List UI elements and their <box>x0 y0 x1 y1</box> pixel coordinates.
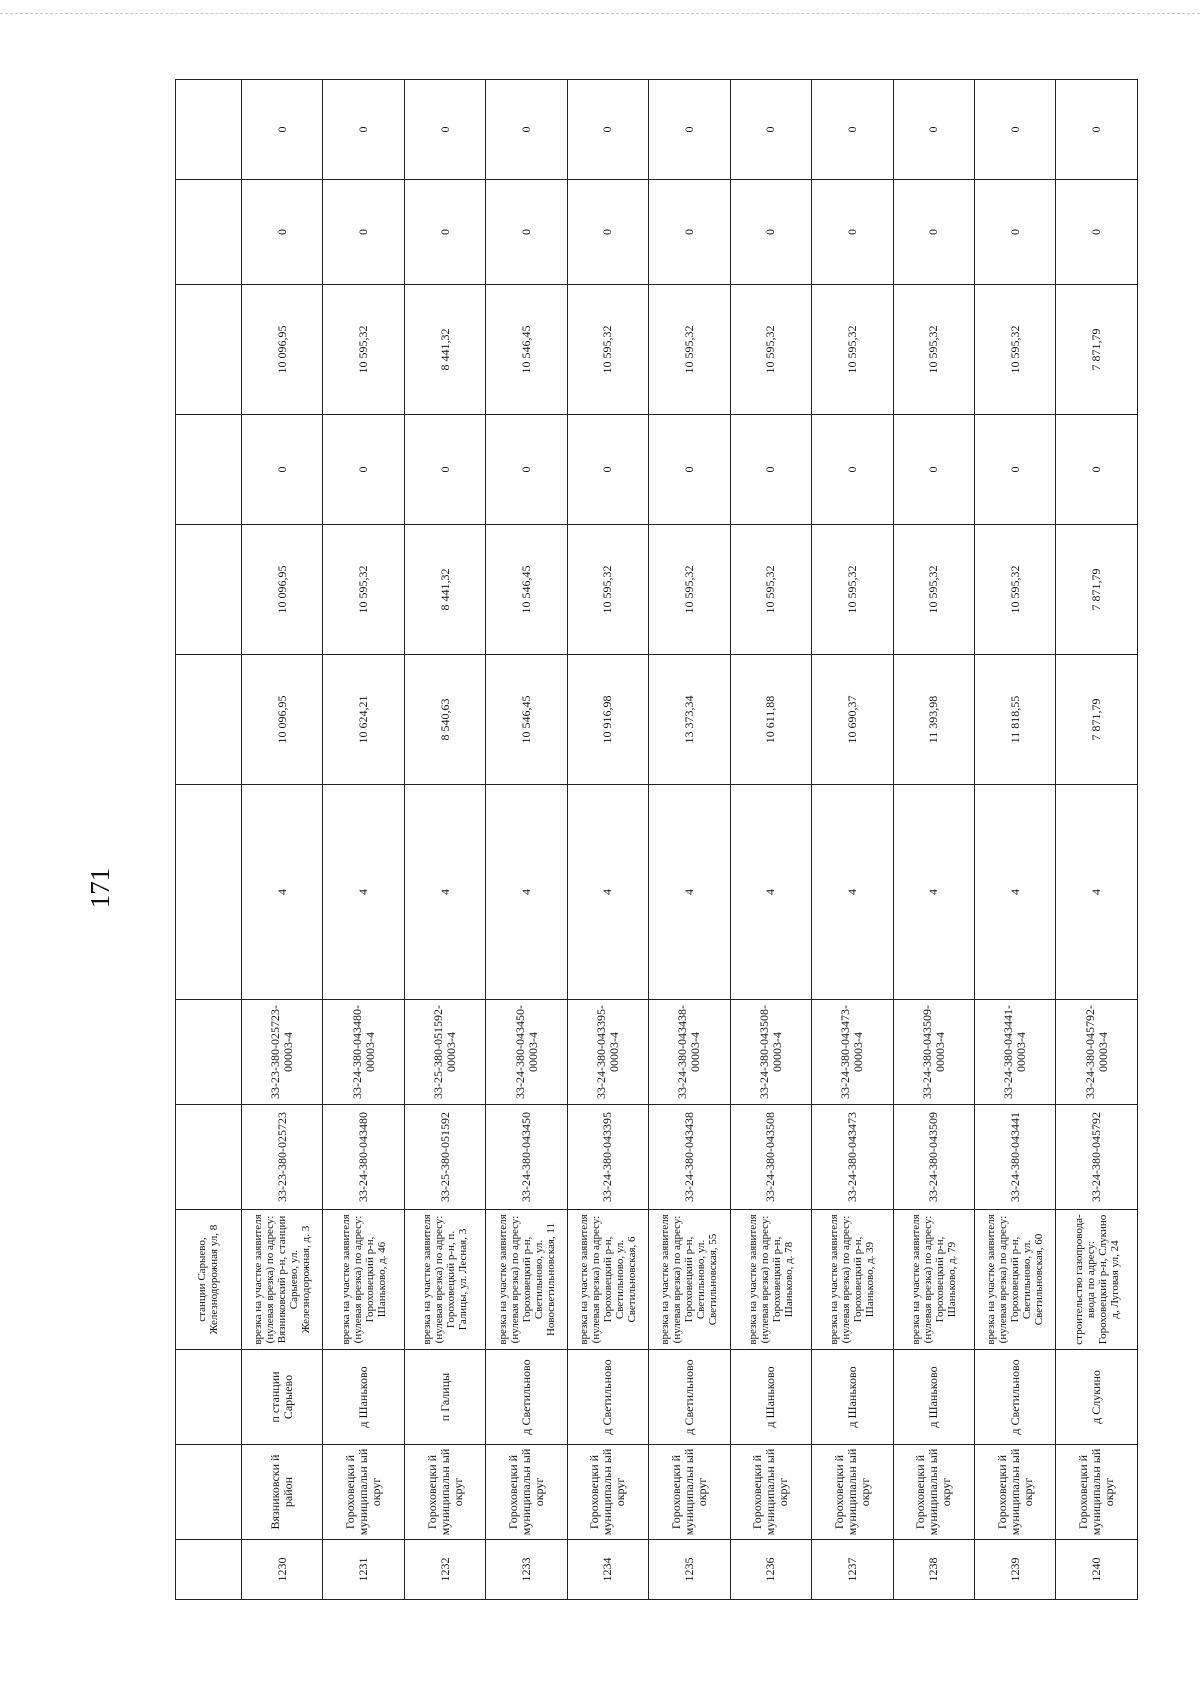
cell-row-number: 1233 <box>486 1540 567 1600</box>
cell-category: 4 <box>730 785 811 1000</box>
cell-value-5: 0 <box>404 180 485 285</box>
cell-value-6: 0 <box>975 80 1056 180</box>
cell-value-4: 10 595,32 <box>812 285 893 415</box>
cell-value-1: 13 373,34 <box>649 655 730 785</box>
cell-address: врезка на участке заявителя (нулевая врезка) по адресу: Гороховецкий р-н, Шаньково, д. 46 <box>323 1210 404 1350</box>
cell-empty <box>176 180 242 285</box>
cell-value-1: 7 871,79 <box>1056 655 1138 785</box>
cell-empty <box>176 80 242 180</box>
cell-locality: д Светильново <box>649 1350 730 1445</box>
cell-locality: д Шаньково <box>730 1350 811 1445</box>
gas-connection-table <box>175 79 1138 1600</box>
table-row <box>649 80 730 1600</box>
cell-value-1: 10 546,45 <box>486 655 567 785</box>
cell-code-full: 33-24-380-043441-00003-4 <box>975 1000 1056 1105</box>
cell-category: 4 <box>893 785 974 1000</box>
cell-district: Гороховецки й муниципальн ый округ <box>1056 1445 1138 1540</box>
cell-code-full: 33-25-380-051592-00003-4 <box>404 1000 485 1105</box>
cell-value-6: 0 <box>241 80 322 180</box>
cell-address: врезка на участке заявителя (нулевая врезка) по адресу: Гороховецкий р-н, Светильново, ул. Новосветильновская, 11 <box>486 1210 567 1350</box>
cell-row-number: 1239 <box>975 1540 1056 1600</box>
cell-category: 4 <box>812 785 893 1000</box>
table-row <box>404 80 485 1600</box>
cell-code-full: 33-24-380-043509-00003-4 <box>893 1000 974 1105</box>
cell-locality: д Шаньково <box>893 1350 974 1445</box>
cell-locality: п Галицы <box>404 1350 485 1445</box>
cell-address: строительство газопровода-ввода по адресу: Гороховецкий р-н, Слукино д, Луговая ул, 24 <box>1056 1210 1138 1350</box>
table-wrapper <box>175 80 1138 1600</box>
table-row <box>241 80 322 1600</box>
cell-value-1: 11 393,98 <box>893 655 974 785</box>
cell-value-3: 0 <box>567 415 648 525</box>
cell-category: 4 <box>323 785 404 1000</box>
cell-empty <box>176 285 242 415</box>
table-row <box>812 80 893 1600</box>
cell-empty <box>176 1000 242 1105</box>
cell-code-short: 33-24-380-043438 <box>649 1105 730 1210</box>
cell-value-4: 10 595,32 <box>893 285 974 415</box>
cell-row-number: 1234 <box>567 1540 648 1600</box>
cell-value-1: 11 818,55 <box>975 655 1056 785</box>
cell-row-number: 1237 <box>812 1540 893 1600</box>
cell-value-4: 10 595,32 <box>323 285 404 415</box>
cell-category: 4 <box>567 785 648 1000</box>
cell-value-3: 0 <box>812 415 893 525</box>
cell-row-number: 1231 <box>323 1540 404 1600</box>
cell-category: 4 <box>975 785 1056 1000</box>
cell-district: Гороховецки й муниципальн ый округ <box>893 1445 974 1540</box>
cell-row-number: 1235 <box>649 1540 730 1600</box>
cell-address: врезка на участке заявителя (нулевая врезка) по адресу: Гороховецкий р-н, п. Галицы, ул. Лесная, 3 <box>404 1210 485 1350</box>
cell-value-1: 10 096,95 <box>241 655 322 785</box>
cell-value-2: 10 595,32 <box>893 525 974 655</box>
cell-value-6: 0 <box>649 80 730 180</box>
cell-code-full: 33-24-380-043395-00003-4 <box>567 1000 648 1105</box>
cell-district: Гороховецки й муниципальн ый округ <box>486 1445 567 1540</box>
cell-code-full: 33-24-380-043438-00003-4 <box>649 1000 730 1105</box>
cell-row-number: 1232 <box>404 1540 485 1600</box>
cell-value-1: 10 611,88 <box>730 655 811 785</box>
page-number: 171 <box>85 867 115 909</box>
cell-district: Гороховецки й муниципальн ый округ <box>812 1445 893 1540</box>
cell-value-4: 7 871,79 <box>1056 285 1138 415</box>
cell-value-2: 8 441,32 <box>404 525 485 655</box>
cell-value-2: 10 595,32 <box>649 525 730 655</box>
cell-code-short: 33-24-380-043395 <box>567 1105 648 1210</box>
cell-district: Гороховецки й муниципальн ый округ <box>323 1445 404 1540</box>
cell-empty <box>176 785 242 1000</box>
cell-code-full: 33-24-380-043508-00003-4 <box>730 1000 811 1105</box>
cell-code-full: 33-23-380-025723-00003-4 <box>241 1000 322 1105</box>
cell-value-2: 7 871,79 <box>1056 525 1138 655</box>
cell-value-6: 0 <box>404 80 485 180</box>
table-row <box>975 80 1056 1600</box>
cell-value-4: 10 595,32 <box>567 285 648 415</box>
cell-address: врезка на участке заявителя (нулевая врезка) по адресу: Гороховецкий р-н, Шаньково, д. 39 <box>812 1210 893 1350</box>
cell-district: Гороховецки й муниципальн ый округ <box>404 1445 485 1540</box>
cell-value-2: 10 595,32 <box>730 525 811 655</box>
cell-district: Вязниковски й район <box>241 1445 322 1540</box>
cell-value-5: 0 <box>567 180 648 285</box>
cell-code-short: 33-24-380-043508 <box>730 1105 811 1210</box>
cell-address: врезка на участке заявителя (нулевая врезка) по адресу: Гороховецкий р-н, Шаньково, д. 78 <box>730 1210 811 1350</box>
cell-value-3: 0 <box>730 415 811 525</box>
cell-district: Гороховецки й муниципальн ый округ <box>567 1445 648 1540</box>
cell-value-5: 0 <box>730 180 811 285</box>
cell-value-6: 0 <box>1056 80 1138 180</box>
cell-district: Гороховецки й муниципальн ый округ <box>975 1445 1056 1540</box>
cell-value-6: 0 <box>567 80 648 180</box>
cell-code-short: 33-24-380-045792 <box>1056 1105 1138 1210</box>
cell-value-1: 8 540,63 <box>404 655 485 785</box>
cell-district: Гороховецки й муниципальн ый округ <box>730 1445 811 1540</box>
cell-value-2: 10 096,95 <box>241 525 322 655</box>
table-row <box>730 80 811 1600</box>
cell-value-1: 10 690,37 <box>812 655 893 785</box>
cell-address-continuation: станции Сарыево, Железнодорожная ул, 8 <box>176 1210 242 1350</box>
cell-category: 4 <box>404 785 485 1000</box>
cell-locality: д Слукино <box>1056 1350 1138 1445</box>
cell-address: врезка на участке заявителя (нулевая врезка) по адресу: Вязниковский р-н, станции Сарыево, ул. Железнодорожная, д. 3 <box>241 1210 322 1350</box>
cell-value-3: 0 <box>893 415 974 525</box>
table-row <box>893 80 974 1600</box>
cell-locality: п станции Сарыево <box>241 1350 322 1445</box>
cell-value-2: 10 595,32 <box>567 525 648 655</box>
cell-value-3: 0 <box>241 415 322 525</box>
table-row <box>1056 80 1138 1600</box>
cell-locality: д Светильново <box>975 1350 1056 1445</box>
cell-value-4: 10 595,32 <box>649 285 730 415</box>
cell-district: Гороховецки й муниципальн ый округ <box>649 1445 730 1540</box>
cell-value-1: 10 916,98 <box>567 655 648 785</box>
cell-value-6: 0 <box>812 80 893 180</box>
cell-row-number: 1230 <box>241 1540 322 1600</box>
cell-empty <box>176 1540 242 1600</box>
cell-value-6: 0 <box>730 80 811 180</box>
cell-value-4: 10 595,32 <box>975 285 1056 415</box>
cell-code-short: 33-23-380-025723 <box>241 1105 322 1210</box>
cell-empty <box>176 415 242 525</box>
table-row-continuation <box>176 80 242 1600</box>
cell-value-2: 10 546,45 <box>486 525 567 655</box>
cell-value-5: 0 <box>812 180 893 285</box>
table-row <box>486 80 567 1600</box>
cell-value-3: 0 <box>975 415 1056 525</box>
cell-row-number: 1240 <box>1056 1540 1138 1600</box>
cell-empty <box>176 655 242 785</box>
cell-value-3: 0 <box>404 415 485 525</box>
cell-code-short: 33-24-380-043473 <box>812 1105 893 1210</box>
cell-address: врезка на участке заявителя (нулевая врезка) по адресу: Гороховецкий р-н, Шаньково, д. 79 <box>893 1210 974 1350</box>
cell-address: врезка на участке заявителя (нулевая врезка) по адресу: Гороховецкий р-н, Светильново, ул. Светильновская, 55 <box>649 1210 730 1350</box>
cell-value-4: 10 546,45 <box>486 285 567 415</box>
table-row <box>567 80 648 1600</box>
cell-code-full: 33-24-380-043473-00003-4 <box>812 1000 893 1105</box>
cell-code-full: 33-24-380-045792-00003-4 <box>1056 1000 1138 1105</box>
cell-code-short: 33-24-380-043441 <box>975 1105 1056 1210</box>
cell-empty <box>176 1445 242 1540</box>
cell-code-short: 33-24-380-043450 <box>486 1105 567 1210</box>
cell-row-number: 1238 <box>893 1540 974 1600</box>
cell-value-2: 10 595,32 <box>323 525 404 655</box>
cell-category: 4 <box>241 785 322 1000</box>
cell-value-5: 0 <box>649 180 730 285</box>
cell-value-3: 0 <box>1056 415 1138 525</box>
cell-empty <box>176 1105 242 1210</box>
cell-value-3: 0 <box>486 415 567 525</box>
cell-empty <box>176 1350 242 1445</box>
cell-row-number: 1236 <box>730 1540 811 1600</box>
table-row <box>323 80 404 1600</box>
cell-value-5: 0 <box>241 180 322 285</box>
cell-value-3: 0 <box>649 415 730 525</box>
cell-value-6: 0 <box>323 80 404 180</box>
cell-address: врезка на участке заявителя (нулевая врезка) по адресу: Гороховецкий р-н, Светильново, ул. Светильновская, 6 <box>567 1210 648 1350</box>
cell-code-short: 33-24-380-043509 <box>893 1105 974 1210</box>
cell-category: 4 <box>649 785 730 1000</box>
cell-locality: д Шаньково <box>323 1350 404 1445</box>
cell-value-6: 0 <box>486 80 567 180</box>
cell-category: 4 <box>486 785 567 1000</box>
cell-code-short: 33-24-380-043480 <box>323 1105 404 1210</box>
cell-code-full: 33-24-380-043480-00003-4 <box>323 1000 404 1105</box>
cell-value-5: 0 <box>323 180 404 285</box>
cell-value-3: 0 <box>323 415 404 525</box>
cell-value-2: 10 595,32 <box>975 525 1056 655</box>
cell-value-5: 0 <box>1056 180 1138 285</box>
cell-value-1: 10 624,21 <box>323 655 404 785</box>
cell-code-full: 33-24-380-043450-00003-4 <box>486 1000 567 1105</box>
cell-value-4: 8 441,32 <box>404 285 485 415</box>
cell-address: врезка на участке заявителя (нулевая врезка) по адресу: Гороховецкий р-н, Светильново, ул. Светильновская, 60 <box>975 1210 1056 1350</box>
cell-empty <box>176 525 242 655</box>
cell-value-2: 10 595,32 <box>812 525 893 655</box>
cell-value-4: 10 096,95 <box>241 285 322 415</box>
scan-edge-line <box>0 13 1200 14</box>
cell-locality: д Светильново <box>486 1350 567 1445</box>
cell-value-5: 0 <box>893 180 974 285</box>
cell-value-5: 0 <box>486 180 567 285</box>
cell-category: 4 <box>1056 785 1138 1000</box>
cell-locality: д Шаньково <box>812 1350 893 1445</box>
cell-value-6: 0 <box>893 80 974 180</box>
cell-value-5: 0 <box>975 180 1056 285</box>
cell-locality: д Светильново <box>567 1350 648 1445</box>
cell-code-short: 33-25-380-051592 <box>404 1105 485 1210</box>
cell-value-4: 10 595,32 <box>730 285 811 415</box>
